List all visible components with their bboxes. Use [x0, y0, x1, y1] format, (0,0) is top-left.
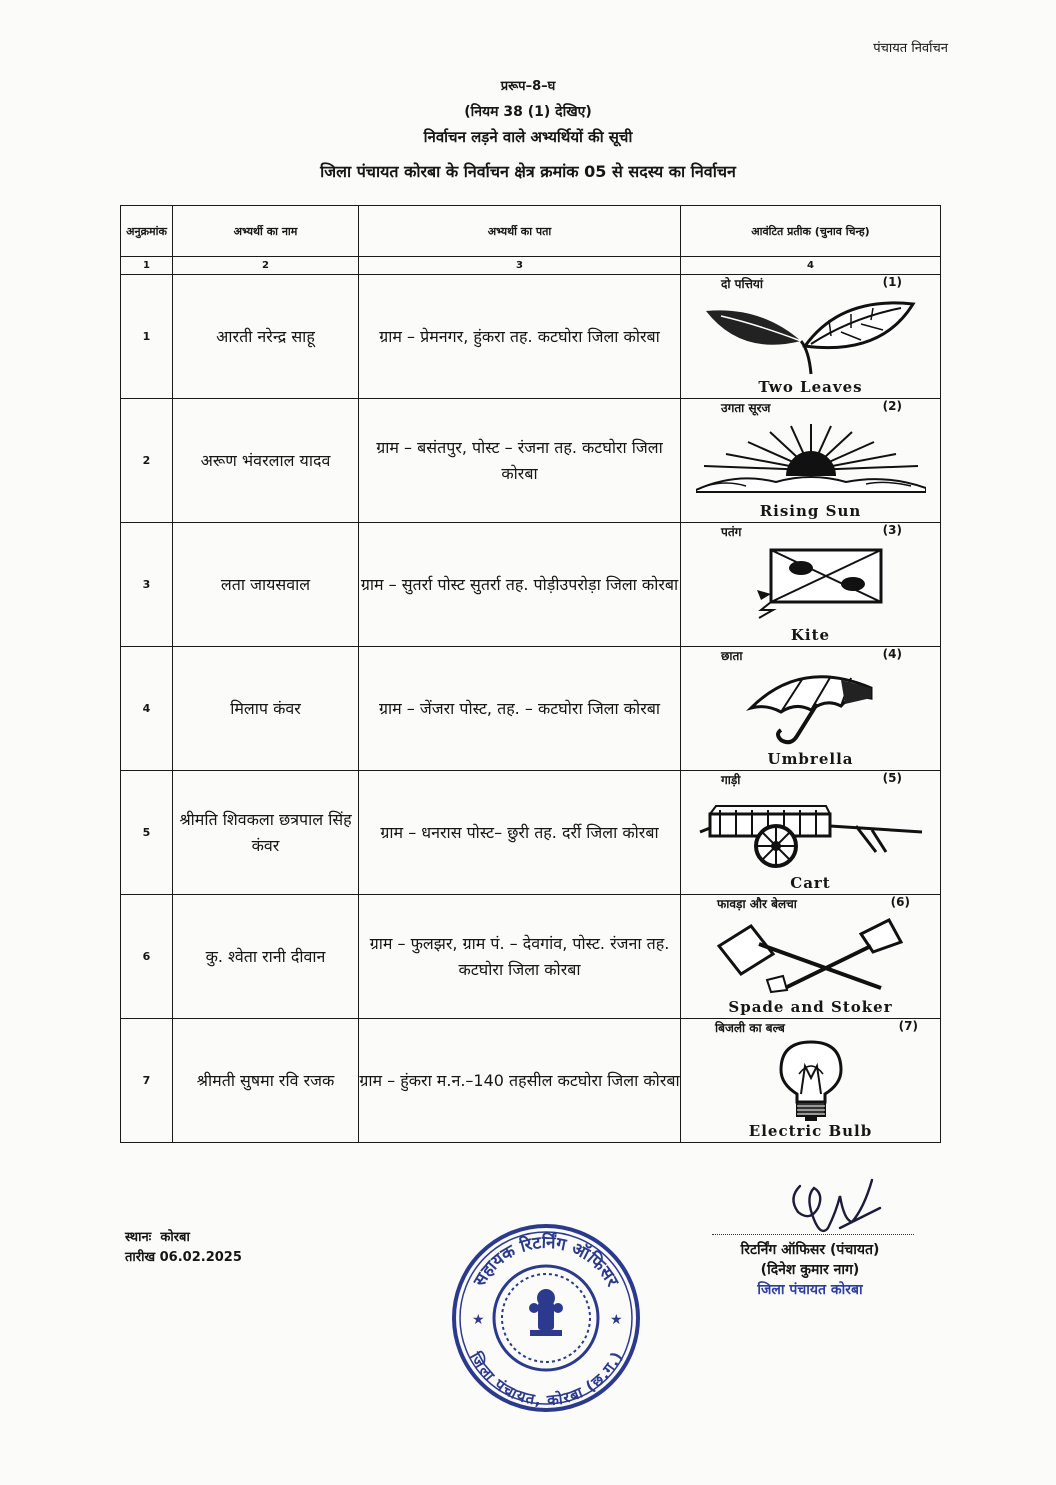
symbol-hindi: छाता — [721, 649, 743, 663]
symbol-english: Cart — [790, 874, 831, 892]
symbol-english: Kite — [790, 626, 831, 644]
svg-text:★: ★ — [610, 1312, 623, 1328]
officer-office: जिला पंचायत कोरबा — [757, 1282, 863, 1298]
symbol-english: Electric Bulb — [748, 1122, 873, 1140]
row-serial: 7 — [121, 1019, 173, 1143]
date-label: तारीख — [125, 1250, 156, 1265]
kite-icon — [691, 541, 930, 626]
col-number: 1 — [121, 257, 173, 275]
candidate-name: आरती नरेन्द्र साहू — [173, 275, 359, 399]
col-header-address: अभ्यर्थी का पता — [359, 206, 681, 257]
two-leaves-icon — [691, 293, 930, 378]
symbol-number: (7) — [898, 1019, 918, 1033]
symbol-cell — [681, 895, 941, 1019]
symbol-number: (2) — [882, 399, 902, 413]
row-serial: 6 — [121, 895, 173, 1019]
symbol-cell — [681, 647, 941, 771]
symbol-number: (3) — [882, 523, 902, 537]
signature-line — [712, 1234, 914, 1235]
svg-text:जिला पंचायत, कोरबा (छ.ग.) — [466, 1348, 626, 1409]
table-row — [121, 275, 941, 399]
candidate-address: ग्राम – प्रेमनगर, हुंकरा तह. कटघोरा जिला कोरबा — [359, 275, 681, 399]
symbol-cell — [681, 275, 941, 399]
place-date-block — [125, 1228, 242, 1268]
candidate-name: श्रीमति शिवकला छत्रपाल सिंह कंवर — [173, 771, 359, 895]
symbol-english: Umbrella — [767, 750, 854, 768]
symbol-hindi: पतंग — [721, 525, 742, 539]
symbol-number: (1) — [882, 275, 902, 289]
row-serial: 5 — [121, 771, 173, 895]
candidate-table — [120, 205, 941, 1143]
table-row — [121, 895, 941, 1019]
candidate-name: लता जायसवाल — [173, 523, 359, 647]
signature-icon — [780, 1168, 890, 1248]
seal-top-text: सहायक रिटर्निंग ऑफिसर — [469, 1232, 623, 1290]
document-subtitle: जिला पंचायत कोरबा के निर्वाचन क्षेत्र क्रमांक 05 से सदस्य का निर्वाचन — [320, 162, 736, 181]
candidate-address: ग्राम – जेंजरा पोस्ट, तह. – कटघोरा जिला कोरबा — [359, 647, 681, 771]
official-seal-icon — [446, 1218, 646, 1418]
symbol-hindi: उगता सूरज — [721, 401, 771, 415]
table-row — [121, 1019, 941, 1143]
form-number: प्ररूप–8–घ — [500, 79, 556, 94]
officer-designation: रिटर्निंग ऑफिसर (पंचायत) — [740, 1242, 880, 1258]
candidate-name: अरूण भंवरलाल यादव — [173, 399, 359, 523]
col-number: 2 — [173, 257, 359, 275]
row-serial: 2 — [121, 399, 173, 523]
symbol-english: Spade and Stoker — [728, 998, 893, 1016]
symbol-number: (6) — [890, 895, 910, 909]
corner-note: पंचायत निर्वाचन — [873, 41, 948, 56]
row-serial: 3 — [121, 523, 173, 647]
candidate-address: ग्राम – हुंकरा म.न.–140 तहसील कटघोरा जिला कोरबा — [359, 1019, 681, 1143]
symbol-cell — [681, 771, 941, 895]
col-number: 4 — [681, 257, 941, 275]
candidate-name: कु. श्वेता रानी दीवान — [173, 895, 359, 1019]
candidate-name: मिलाप कंवर — [173, 647, 359, 771]
officer-block — [700, 1240, 920, 1300]
officer-name: (दिनेश कुमार नाग) — [760, 1262, 860, 1278]
cart-icon — [691, 789, 930, 874]
spade-stoker-icon — [691, 913, 930, 998]
row-serial: 1 — [121, 275, 173, 399]
symbol-cell — [681, 1019, 941, 1143]
symbol-number: (5) — [882, 771, 902, 785]
candidate-address: ग्राम – फुलझर, ग्राम पं. – देवगांव, पोस्ट. रंजना तह. कटघोरा जिला कोरबा — [359, 895, 681, 1019]
candidate-address: ग्राम – बसंतपुर, पोस्ट – रंजना तह. कटघोरा जिला कोरबा — [359, 399, 681, 523]
col-header-symbol: आवंटित प्रतीक (चुनाव चिन्ह) — [681, 206, 941, 257]
row-serial: 4 — [121, 647, 173, 771]
symbol-cell — [681, 523, 941, 647]
umbrella-icon — [691, 665, 930, 750]
date-value: 06.02.2025 — [159, 1250, 242, 1265]
electric-bulb-icon — [691, 1037, 930, 1122]
rising-sun-icon — [691, 417, 930, 502]
symbol-number: (4) — [882, 647, 902, 661]
symbol-english: Rising Sun — [759, 502, 862, 520]
symbol-hindi: फावड़ा और बेलचा — [717, 897, 797, 911]
col-header-sno: अनुक्रमांक — [121, 206, 173, 257]
svg-text:★: ★ — [472, 1312, 485, 1328]
symbol-english: Two Leaves — [758, 378, 863, 396]
candidate-address: ग्राम – धनरास पोस्ट– छुरी तह. दर्री जिला कोरबा — [359, 771, 681, 895]
place-label: स्थानः — [125, 1230, 152, 1245]
table-row — [121, 771, 941, 895]
table-row — [121, 399, 941, 523]
col-header-name: अभ्यर्थी का नाम — [173, 206, 359, 257]
symbol-hindi: दो पत्तियां — [721, 277, 763, 291]
table-row — [121, 647, 941, 771]
symbol-hindi: गाड़ी — [721, 773, 741, 787]
symbol-hindi: बिजली का बल्ब — [715, 1021, 785, 1035]
table-row — [121, 523, 941, 647]
col-number: 3 — [359, 257, 681, 275]
seal-bottom-text: जिला पंचायत, कोरबा (छ.ग.) — [466, 1349, 626, 1410]
symbol-cell — [681, 399, 941, 523]
document-title: निर्वाचन लड़ने वाले अभ्यर्थियों की सूची — [423, 128, 633, 146]
rule-reference: (नियम 38 (1) देखिए) — [464, 104, 592, 120]
svg-text:सहायक रिटर्निंग ऑफिसर — [469, 1232, 622, 1291]
candidate-address: ग्राम – सुतर्रा पोस्ट सुतर्रा तह. पोड़ीउपरोड़ा जिला कोरबा — [359, 523, 681, 647]
place-value: कोरबा — [160, 1230, 190, 1245]
candidate-name: श्रीमती सुषमा रवि रजक — [173, 1019, 359, 1143]
